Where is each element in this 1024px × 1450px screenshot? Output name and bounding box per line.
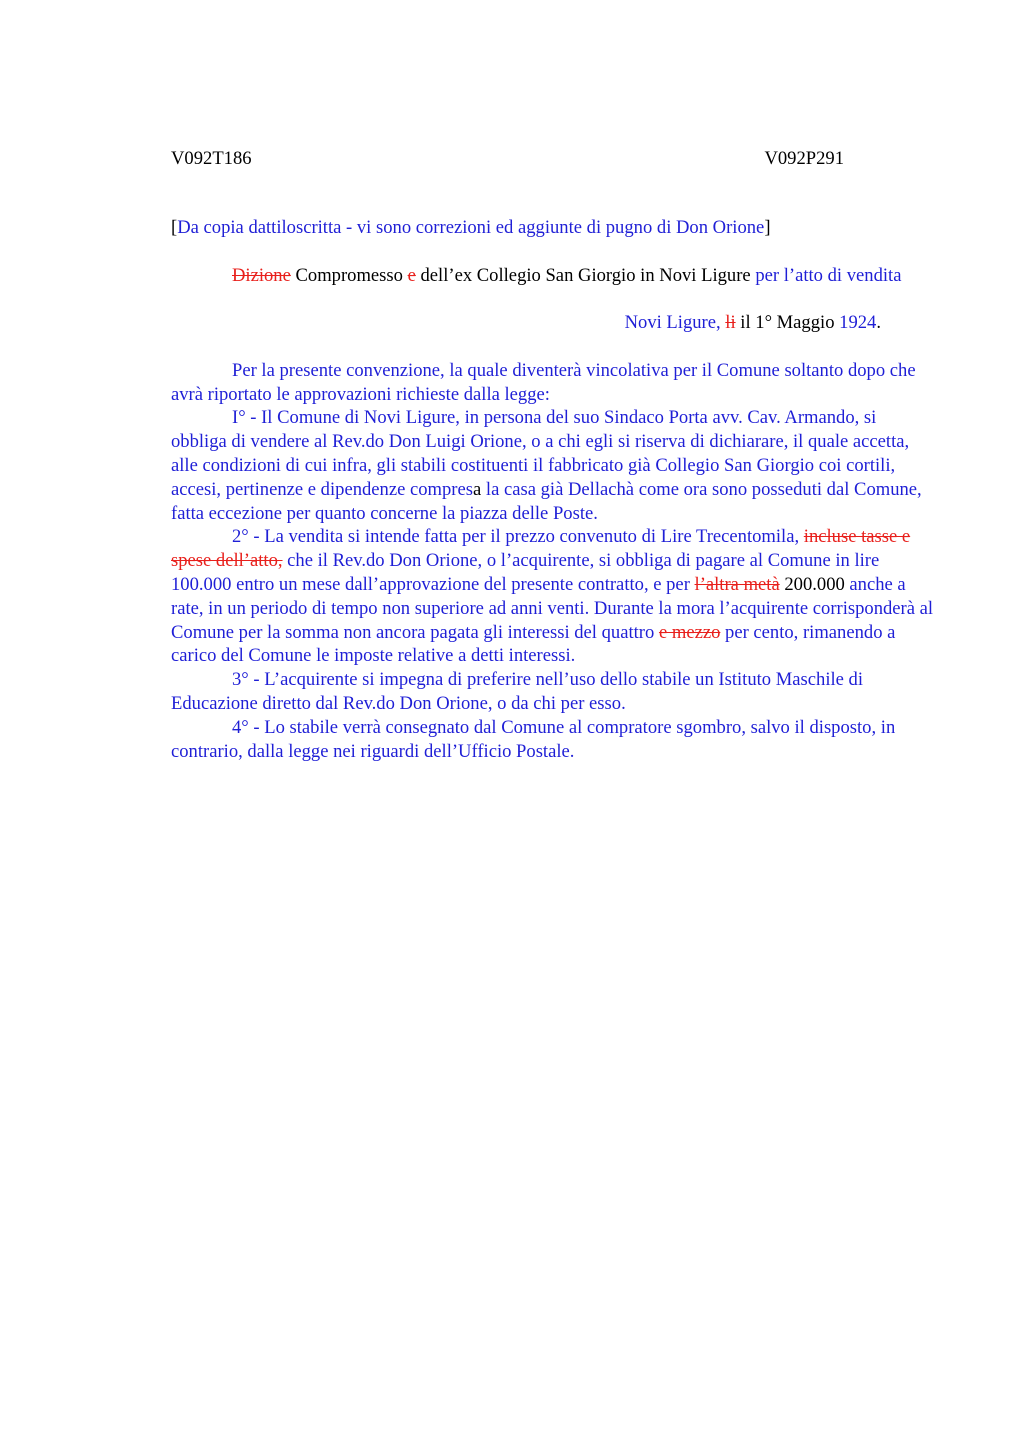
document-body (171, 216, 936, 763)
document-title (171, 264, 936, 288)
dateline-year: 1924 (839, 312, 877, 334)
volume-text-id: V092T186 (171, 148, 252, 169)
deleted-word: Dizione (232, 264, 291, 286)
dateline: Novi Ligure, li il 1° Maggio 1924. (624, 312, 881, 334)
clause-2-paragraph: 2° - La vendita si intende fatta per il prezzo convenuto di Lire Trecentomila, incluse tasse e spese dell’atto, che il Rev.do Don Orione, o l’acquirente, si obbliga di pagare al Comune in lire 100.000 entro un mese dall’approvazione del presente contratto, e per l’altra metà 200.000 anche a rate, in un periodo di tempo non superiore ad anni venti. Durante la mora l’acquirente corrisponderà al Comune per la somma non ancora pagata gli interessi del quattro e mezzo per cento, rimanendo a carico del Comune le imposte relative a detti interessi. (171, 526, 934, 667)
title-added-text: per l’atto di vendita (755, 264, 902, 286)
dateline-date: il 1° Maggio (735, 312, 840, 334)
title-original-text: dell’ex Collegio San Giorgio in Novi Ligure (415, 264, 756, 286)
note-open-bracket: [ (171, 217, 178, 238)
editorial-note (171, 216, 936, 240)
note-close-bracket: ] (764, 217, 771, 238)
clause-4-paragraph: 4° - Lo stabile verrà consegnato dal Comune al compratore sgombro, salvo il disposto, in contrario, dalla legge nei riguardi dell’Ufficio Postale. (171, 716, 896, 762)
document-identifiers (171, 146, 844, 172)
clause-1-paragraph: I° - Il Comune di Novi Ligure, in persona del suo Sindaco Porta avv. Cav. Armando, si obbliga di vendere al Rev.do Don Luigi Orione, o a chi egli si riserva di dichiarare, il quale accetta, alle condizioni di cui infra, gli stabili costituenti il fabbricato già Collegio San Giorgio coi cortili, accesi, pertinenze e dipendenze compresa la casa già Dellachà come ora sono posseduti dal Comune, fatta eccezione per quanto concerne la piazza delle Poste. (171, 407, 922, 524)
spacer (171, 335, 936, 359)
volume-page-id: V092P291 (764, 148, 844, 169)
clause-3-paragraph: 3° - L’acquirente si impegna di preferire nell’uso dello stabile un Istituto Maschile di Educazione diretto dal Rev.do Don Orione, o da chi per esso. (171, 669, 864, 714)
title-original-text: Compromesso (290, 264, 408, 286)
spacer (171, 240, 936, 264)
note-text: Da copia dattiloscritta - vi sono correzioni ed aggiunte di pugno di Don Orione (177, 217, 765, 238)
spacer (171, 287, 936, 311)
deleted-phrase: incluse tasse e spese dell’atto, (171, 526, 911, 572)
deleted-word: li (725, 312, 736, 334)
deleted-phrase: l’altra metà (694, 573, 780, 595)
preamble-paragraph: Per la presente convenzione, la quale diventerà vincolativa per il Comune soltanto dopo che avrà riportato le approvazioni richieste dalla legge: (171, 359, 916, 405)
dateline-place: Novi Ligure, (624, 312, 721, 334)
deleted-phrase: e mezzo (658, 621, 721, 643)
deleted-word: e (407, 264, 416, 286)
